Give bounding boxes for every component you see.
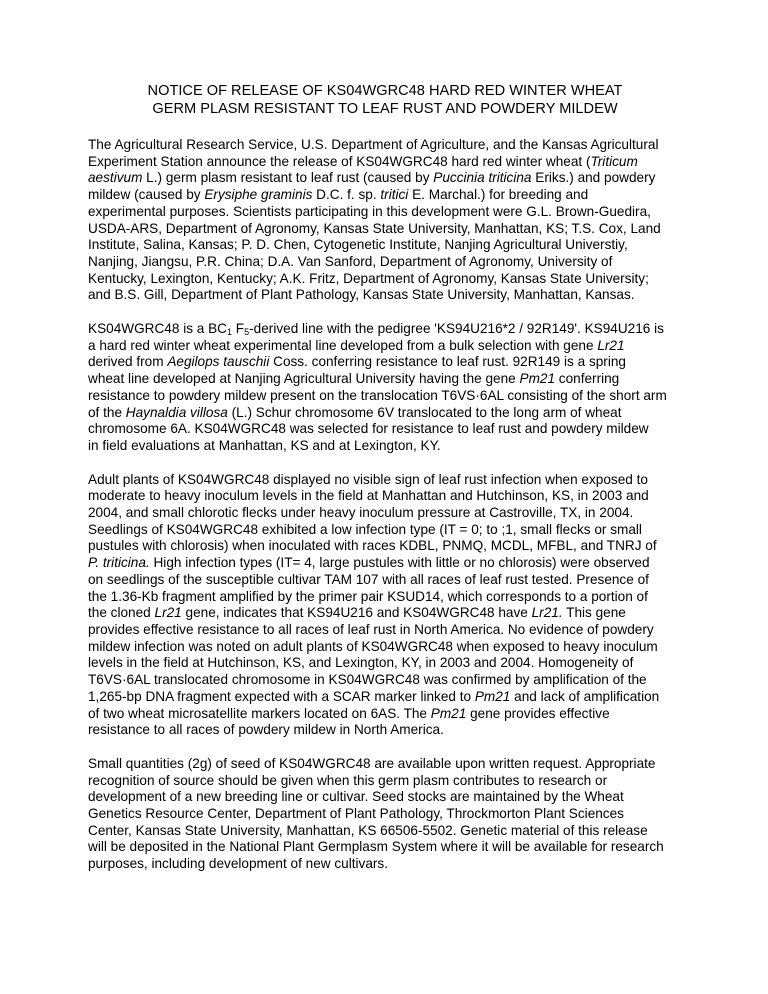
paragraph-4 <box>88 756 682 873</box>
italic-text: Puccinia triticina <box>433 170 532 186</box>
text-span: Seedlings of KS04WGRC48 exhibited a low infection type (IT = 0; to ;1, small flecks or small <box>88 521 642 537</box>
text-line <box>88 672 682 689</box>
text-line <box>88 321 682 338</box>
text-line <box>88 839 682 856</box>
text-span: mildew infection was noted on adult plants of KS04WGRC48 when exposed to heavy inoculum <box>88 638 658 654</box>
text-span: T6VS·6AL translocated chromosome in KS04WGRC48 was confirmed by amplification of the <box>88 672 647 688</box>
text-line <box>88 170 682 187</box>
text-line <box>88 472 682 489</box>
text-span: on seedlings of the susceptible cultivar TAM 107 with all races of leaf rust tested. Presence of <box>88 571 649 587</box>
text-line <box>88 338 682 355</box>
text-line <box>88 823 682 840</box>
text-line <box>88 655 682 672</box>
text-span: pustules with chlorosis) when inoculated with races KDBL, PNMQ, MCDL, MFBL, and TNRJ of <box>88 538 657 554</box>
text-span: in field evaluations at Manhattan, KS and at Lexington, KY. <box>88 437 441 453</box>
text-line <box>88 388 682 405</box>
italic-text: aestivum <box>88 170 143 186</box>
text-line <box>88 421 682 438</box>
text-span: derived from <box>88 354 168 370</box>
title-line-1: NOTICE OF RELEASE OF KS04WGRC48 HARD RED WINTER WHEAT <box>147 83 623 99</box>
text-line <box>88 405 682 422</box>
document-page <box>88 82 682 890</box>
text-span: Nanjing, Jiangsu, P.R. China; D.A. Van Sanford, Department of Agronomy, University of <box>88 253 613 269</box>
text-span: recognition of source should be given when this germ plasm contributes to research or <box>88 772 608 788</box>
text-line <box>88 254 682 271</box>
italic-text: Haynaldia villosa <box>125 404 228 420</box>
text-span: -derived line with the pedigree 'KS94U216*2 / 92R149'. KS94U216 is <box>249 321 664 337</box>
italic-text: Triticum <box>590 153 638 169</box>
paragraph-1 <box>88 137 682 304</box>
italic-text: Lr21 <box>597 337 625 353</box>
text-span: gene provides effective <box>466 705 610 721</box>
italic-text: Lr21. <box>531 605 563 621</box>
text-span: USDA-ARS, Department of Agronomy, Kansas State University, Manhattan, KS; T.S. Cox, Land <box>88 220 661 236</box>
text-span: (L.) Schur chromosome 6V translocated to the long arm of wheat <box>227 404 622 420</box>
italic-text: Aegilops tauschii <box>167 354 270 370</box>
paragraph-3 <box>88 472 682 739</box>
text-span: resistance to powdery mildew present on the translocation T6VS·6AL consisting of the short arm <box>88 387 667 403</box>
text-line <box>88 589 682 606</box>
text-line <box>88 538 682 555</box>
text-span: KS04WGRC48 is a BC <box>88 321 228 337</box>
text-span: chromosome 6A. KS04WGRC48 was selected for resistance to leaf rust and powdery mildew <box>88 421 649 437</box>
text-span: the cloned <box>88 605 155 621</box>
text-span: Adult plants of KS04WGRC48 displayed no visible sign of leaf rust infection when exposed to <box>88 471 648 487</box>
text-span: development of a new breeding line or cultivar. Seed stocks are maintained by the Wheat <box>88 789 624 805</box>
text-line <box>88 287 682 304</box>
text-span: levels in the field at Hutchinson, KS, and Lexington, KY, in 2003 and 2004. Homogeneity of <box>88 655 634 671</box>
text-line <box>88 505 682 522</box>
text-span: Small quantities (2g) of seed of KS04WGRC48 are available upon written request. Appropriate <box>88 755 656 771</box>
document-title <box>88 82 682 118</box>
text-span: L.) germ plasm resistant to leaf rust (caused by <box>142 170 434 186</box>
text-line <box>88 221 682 238</box>
text-line <box>88 354 682 371</box>
text-line <box>88 689 682 706</box>
text-span: provides effective resistance to all races of leaf rust in North America. No evidence of powdery <box>88 621 654 637</box>
text-line <box>88 639 682 656</box>
text-span: of two wheat microsatellite markers located on 6AS. The <box>88 705 431 721</box>
text-span: purposes, including development of new cultivars. <box>88 856 388 872</box>
text-line <box>88 137 682 154</box>
text-line <box>88 237 682 254</box>
text-line <box>88 555 682 572</box>
text-line <box>88 187 682 204</box>
italic-text: Pm21 <box>430 705 467 721</box>
text-span: moderate to heavy inoculum levels in the field at Manhattan and Hutchinson, KS, in 2003 and <box>88 488 649 504</box>
text-span: Kentucky, Lexington, Kentucky; A.K. Fritz, Department of Agronomy, Kansas State University; <box>88 270 649 286</box>
text-span: This gene <box>562 605 626 621</box>
text-line <box>88 622 682 639</box>
text-line <box>88 371 682 388</box>
text-span: a hard red winter wheat experimental line developed from a bulk selection with gene <box>88 337 598 353</box>
text-line <box>88 706 682 723</box>
text-span: Coss. conferring resistance to leaf rust. 92R149 is a spring <box>269 354 626 370</box>
italic-text: Pm21 <box>519 371 556 387</box>
text-span: the 1.36-Kb fragment amplified by the primer pair KSUD14, which corresponds to a portion of <box>88 588 648 604</box>
text-line <box>88 856 682 873</box>
text-line <box>88 572 682 589</box>
text-span: and lack of amplification <box>510 688 660 704</box>
text-span: gene, indicates that KS94U216 and KS04WGRC48 have <box>181 605 532 621</box>
text-span: resistance to all races of powdery mildew in North America. <box>88 722 444 738</box>
text-span: will be deposited in the National Plant Germplasm System where it will be available for research <box>88 839 664 855</box>
italic-text: Pm21 <box>474 688 511 704</box>
text-line <box>88 789 682 806</box>
text-span: experimental purposes. Scientists participating in this development were G.L. Brown-Guedira, <box>88 203 651 219</box>
italic-text: P. triticina. <box>88 555 150 571</box>
text-line <box>88 204 682 221</box>
text-line <box>88 756 682 773</box>
text-span: F <box>232 321 245 337</box>
italic-text: Erysiphe graminis <box>204 187 313 203</box>
text-line <box>88 773 682 790</box>
text-span: Institute, Salina, Kansas; P. D. Chen, Cytogenetic Institute, Nanjing Agricultural Universtiy, <box>88 237 628 253</box>
text-line <box>88 438 682 455</box>
subscript-text: 5 <box>244 327 250 338</box>
text-line <box>88 605 682 622</box>
text-span: and B.S. Gill, Department of Plant Pathology, Kansas State University, Manhattan, Kansas. <box>88 287 635 303</box>
text-span: of the <box>88 404 126 420</box>
text-span: High infection types (IT= 4, large pustules with little or no chlorosis) were observed <box>149 555 650 571</box>
text-line <box>88 806 682 823</box>
text-line <box>88 271 682 288</box>
subscript-text: 1 <box>227 327 233 338</box>
text-span: Eriks.) and powdery <box>531 170 656 186</box>
text-line <box>88 522 682 539</box>
paragraph-2 <box>88 321 682 455</box>
text-span: D.C. f. sp. <box>312 187 381 203</box>
italic-text: Lr21 <box>154 605 182 621</box>
text-span: conferring <box>555 371 620 387</box>
text-span: E. Marchal.) for breeding and <box>408 187 589 203</box>
text-span: The Agricultural Research Service, U.S. Department of Agriculture, and the Kansas Agricultural <box>88 137 659 152</box>
title-line-2: GERM PLASM RESISTANT TO LEAF RUST AND POWDERY MILDEW <box>152 101 618 117</box>
text-span: 2004, and small chlorotic flecks under heavy inoculum pressure at Castroville, TX, in 2004. <box>88 505 634 521</box>
text-line <box>88 722 682 739</box>
text-span: Center, Kansas State University, Manhattan, KS 66506-5502. Genetic material of this release <box>88 822 648 838</box>
italic-text: tritici <box>380 187 409 203</box>
text-line <box>88 154 682 171</box>
text-span: wheat line developed at Nanjing Agricultural University having the gene <box>88 371 520 387</box>
text-span: mildew (caused by <box>88 187 205 203</box>
text-span: Experiment Station announce the release of KS04WGRC48 hard red winter wheat ( <box>88 153 591 169</box>
text-span: 1,265-bp DNA fragment expected with a SCAR marker linked to <box>88 688 475 704</box>
text-span: Genetics Resource Center, Department of Plant Pathology, Throckmorton Plant Sciences <box>88 806 624 822</box>
document-body <box>88 137 682 873</box>
text-line <box>88 488 682 505</box>
